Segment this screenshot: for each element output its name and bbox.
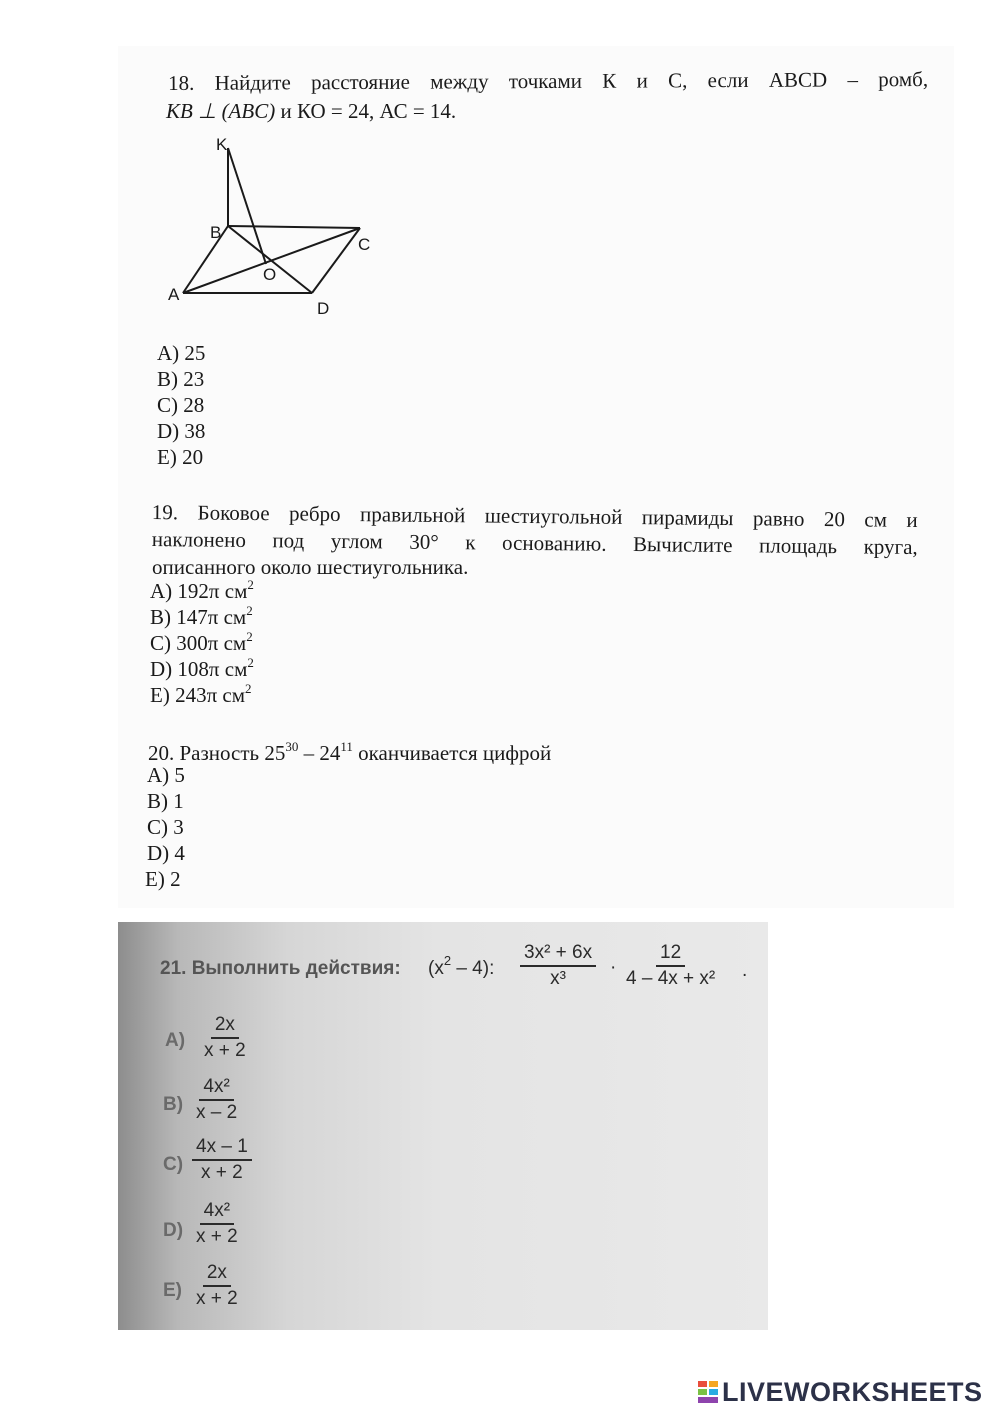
label-k: K bbox=[216, 135, 228, 154]
q19-line2: наклонено под углом 30° к основанию. Вычислите площадь круга, bbox=[151, 527, 918, 560]
q19-line3: описанного около шестиугольника. bbox=[152, 555, 469, 579]
q19-option-c[interactable]: C) 300π $см^2$ bbox=[150, 629, 253, 655]
q20-option-c[interactable]: C) 3 bbox=[147, 815, 184, 839]
q21-option-b-fraction: $\frac{\text{4x²}}{x - 2}$ bbox=[196, 1076, 238, 1123]
q18-line1: 18. Найдите расстояние между точками К и С, если ABCD – ромб, bbox=[168, 67, 929, 95]
edge-bc bbox=[228, 226, 360, 228]
q20-option-e[interactable]: E) 2 bbox=[145, 867, 181, 891]
edge-ko bbox=[228, 148, 266, 264]
q21-option-d-fraction: $\frac{\text{4x²}}{x + 2}$ bbox=[196, 1200, 238, 1247]
label-c: C bbox=[358, 235, 371, 254]
q18-option-e[interactable]: E) 20 bbox=[157, 445, 204, 469]
q18-option-c[interactable]: C) 28 bbox=[157, 393, 205, 417]
q19-option-e[interactable]: E) 243π $см^2$ bbox=[150, 681, 252, 707]
q19-option-d[interactable]: D) 108π $см^2$ bbox=[150, 655, 254, 681]
label-a: A bbox=[168, 285, 180, 304]
q21-option-c-fraction: $\frac{4x - 1}{x + 2}$ bbox=[192, 1136, 252, 1184]
q21-option-a-fraction: $\frac{2x}{x + 2}$ bbox=[204, 1014, 246, 1061]
q18-figure bbox=[160, 130, 400, 320]
q21-fraction-2: $\frac{12}{\text{4 – 4x + x²}}$ bbox=[626, 942, 716, 989]
q20-option-b[interactable]: B) 1 bbox=[147, 789, 184, 813]
liveworksheets-brand[interactable]: LIVEWORKSHEETS bbox=[722, 1377, 983, 1407]
label-b: B bbox=[210, 223, 222, 242]
q18-condition-perp: КВ ⊥ (ABC) bbox=[166, 99, 276, 123]
q19-option-b[interactable]: B) 147π $см^2$ bbox=[150, 603, 253, 629]
q18-option-a[interactable]: A) 25 bbox=[157, 341, 206, 365]
q21-question: 21. Выполнить действия: bbox=[160, 958, 401, 979]
q20-option-a[interactable]: A) 5 bbox=[147, 763, 185, 787]
q21-end: . bbox=[742, 960, 748, 981]
liveworksheets-logo-icon bbox=[698, 1381, 718, 1403]
q21-dot: · bbox=[610, 957, 617, 978]
q19-option-a[interactable]: A) 192π $см^2$ bbox=[150, 577, 254, 603]
q18-option-b[interactable]: B) 23 bbox=[157, 367, 205, 391]
label-d: D bbox=[317, 299, 330, 318]
label-o: O bbox=[263, 265, 277, 284]
q18-option-d[interactable]: D) 38 bbox=[157, 419, 206, 443]
q21-expr-left: $(x^2 - 4)$: bbox=[428, 953, 495, 979]
q20-option-d[interactable]: D) 4 bbox=[147, 841, 185, 865]
q21-fraction-1: $\frac{\text{3x² + 6x}}{\text{x³}}$ bbox=[520, 942, 596, 990]
q20-question: 20. Разность $25^{30} - 24^{11}$ оканчивается цифрой bbox=[148, 739, 552, 765]
q18-condition-values: и КО = 24, АС = 14. bbox=[280, 99, 457, 123]
q21-option-e-fraction: $\frac{2x}{x + 2}$ bbox=[196, 1262, 238, 1309]
q19-line1: 19. Боковое ребро правильной шестиугольной пирамиды равно 20 см и bbox=[151, 500, 918, 533]
q18-line2 bbox=[166, 98, 456, 124]
